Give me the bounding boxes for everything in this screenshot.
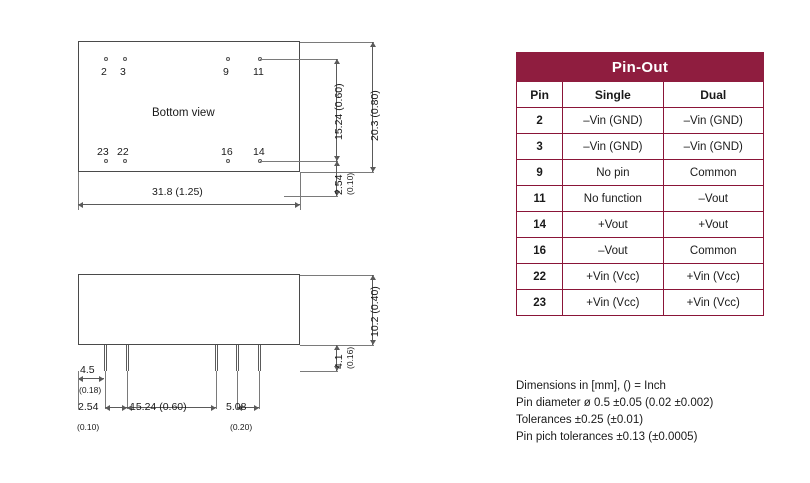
- dim-left-edge-label: 4.5: [80, 364, 95, 376]
- pinout-title-row: [517, 53, 764, 82]
- pinout-table-wrapper: [516, 52, 764, 316]
- table-row: [517, 212, 764, 238]
- pinout-header-pin: Pin: [517, 82, 563, 108]
- dim-offset-label-inch: (0.10): [345, 172, 355, 195]
- pin-label-9: 9: [223, 66, 229, 78]
- pin-cell: 23: [517, 290, 563, 316]
- notes-block: [516, 378, 713, 446]
- single-cell: –Vout: [563, 238, 663, 264]
- dim-pitch-c-label-inch: (0.20): [230, 422, 253, 432]
- table-row: [517, 290, 764, 316]
- dim-arrow-inner-top: [334, 59, 340, 64]
- side-pin-5: [215, 345, 216, 371]
- pin-dot-16: [226, 159, 230, 163]
- dim-line-width: [78, 204, 300, 205]
- pinout-header-row: [517, 82, 764, 108]
- pin-label-14: 14: [253, 146, 265, 158]
- dual-cell: +Vin (Vcc): [663, 290, 764, 316]
- leader-line-pin-offset: [284, 196, 338, 197]
- dim-arrow-body-top: [370, 275, 376, 280]
- dim-pin-length-label: 4.1: [333, 354, 345, 369]
- dim-arrow-width-left: [78, 202, 83, 208]
- single-cell: +Vout: [563, 212, 663, 238]
- pin-dot-3: [123, 57, 127, 61]
- note-line: Pin diameter ø 0.5 ±0.05 (0.02 ±0.002): [516, 397, 714, 409]
- pin-cell: 22: [517, 264, 563, 290]
- pin-cell: 14: [517, 212, 563, 238]
- side-pin-10: [260, 345, 261, 371]
- side-pin-9: [258, 345, 259, 371]
- dim-arrow-pitch-a-l: [105, 405, 110, 411]
- dim-arrow-outer-bottom: [370, 167, 376, 172]
- single-cell: +Vin (Vcc): [563, 290, 663, 316]
- side-pin-1: [104, 345, 105, 371]
- ext-pitch-5: [259, 371, 260, 409]
- pin-cell: 11: [517, 186, 563, 212]
- pinout-table: [516, 52, 764, 316]
- dim-outer-height-label: 20.3 (0.80): [369, 90, 381, 141]
- pin-dot-2: [104, 57, 108, 61]
- dim-offset-label: 2.54: [333, 174, 345, 195]
- ext-pitch-1: [105, 371, 106, 409]
- pinout-header-dual: Dual: [663, 82, 764, 108]
- leader-side-top: [300, 275, 374, 276]
- table-row: [517, 134, 764, 160]
- pinout-title: Pin-Out: [517, 53, 764, 82]
- table-row: [517, 186, 764, 212]
- dim-arrow-left-edge-r: [99, 376, 104, 382]
- pin-label-3: 3: [120, 66, 126, 78]
- pin-cell: 16: [517, 238, 563, 264]
- ext-line-width-right: [300, 172, 301, 210]
- pin-label-16: 16: [221, 146, 233, 158]
- dim-arrow-pitch-c-r: [254, 405, 259, 411]
- dual-cell: +Vout: [663, 212, 764, 238]
- single-cell: –Vin (GND): [563, 134, 663, 160]
- dual-cell: –Vout: [663, 186, 764, 212]
- single-cell: –Vin (GND): [563, 108, 663, 134]
- dual-cell: +Vin (Vcc): [663, 264, 764, 290]
- pin-dot-23: [104, 159, 108, 163]
- side-pin-6: [217, 345, 218, 371]
- pin-label-22: 22: [117, 146, 129, 158]
- table-row: [517, 108, 764, 134]
- pin-cell: 9: [517, 160, 563, 186]
- single-cell: No pin: [563, 160, 663, 186]
- dim-body-height-label: 10.2 (0.40): [369, 286, 381, 337]
- leader-side-bottom: [300, 371, 338, 372]
- pin-cell: 3: [517, 134, 563, 160]
- note-line: Tolerances ±0.25 (±0.01): [516, 414, 644, 426]
- leader-line-bottom-pins: [260, 161, 338, 162]
- module-side-view-outline: [78, 274, 300, 345]
- side-pin-8: [238, 345, 239, 371]
- dim-arrow-outer-top: [370, 42, 376, 47]
- leader-line-outer-bottom: [300, 172, 374, 173]
- pinout-header-single: Single: [563, 82, 663, 108]
- table-row: [517, 160, 764, 186]
- bottom-view-caption: Bottom view: [152, 107, 215, 119]
- side-pin-2: [106, 345, 107, 371]
- dim-pitch-a-label: 2.54: [78, 401, 99, 413]
- dim-pin-length-label-inch: (0.16): [345, 346, 355, 369]
- dim-arrow-pitch-b-r: [211, 405, 216, 411]
- side-pin-3: [126, 345, 127, 371]
- pin-dot-22: [123, 159, 127, 163]
- side-pin-4: [128, 345, 129, 371]
- dim-arrow-width-right: [295, 202, 300, 208]
- single-cell: +Vin (Vcc): [563, 264, 663, 290]
- dim-width-label: 31.8 (1.25): [152, 186, 203, 198]
- ext-pitch-3: [216, 371, 217, 409]
- dual-cell: Common: [663, 238, 764, 264]
- note-line: Pin pich tolerances ±0.13 (±0.0005): [516, 431, 698, 443]
- ext-pitch-2: [127, 371, 128, 409]
- dim-arrow-body-bottom: [370, 340, 376, 345]
- dual-cell: –Vin (GND): [663, 108, 764, 134]
- dual-cell: Common: [663, 160, 764, 186]
- leader-line-top-pins: [260, 59, 338, 60]
- pin-cell: 2: [517, 108, 563, 134]
- dim-arrow-pin-top: [334, 345, 340, 350]
- leader-line-outer-top: [300, 42, 374, 43]
- pin-label-2: 2: [101, 66, 107, 78]
- dim-pitch-b-label: 15.24 (0.60): [130, 401, 187, 413]
- dim-arrow-offset-top: [334, 161, 340, 166]
- table-row: [517, 238, 764, 264]
- dim-left-edge-label-inch: (0.18): [79, 385, 102, 395]
- side-pin-7: [236, 345, 237, 371]
- note-line: Dimensions in [mm], () = Inch: [516, 380, 666, 392]
- dim-pitch-a-label-inch: (0.10): [77, 422, 100, 432]
- single-cell: No function: [563, 186, 663, 212]
- dual-cell: –Vin (GND): [663, 134, 764, 160]
- pin-label-23: 23: [97, 146, 109, 158]
- table-row: [517, 264, 764, 290]
- dim-inner-height-label: 15.24 (0.60): [333, 83, 345, 140]
- pin-dot-9: [226, 57, 230, 61]
- dim-pitch-c-label: 5.08: [226, 401, 247, 413]
- pin-label-11: 11: [253, 66, 264, 78]
